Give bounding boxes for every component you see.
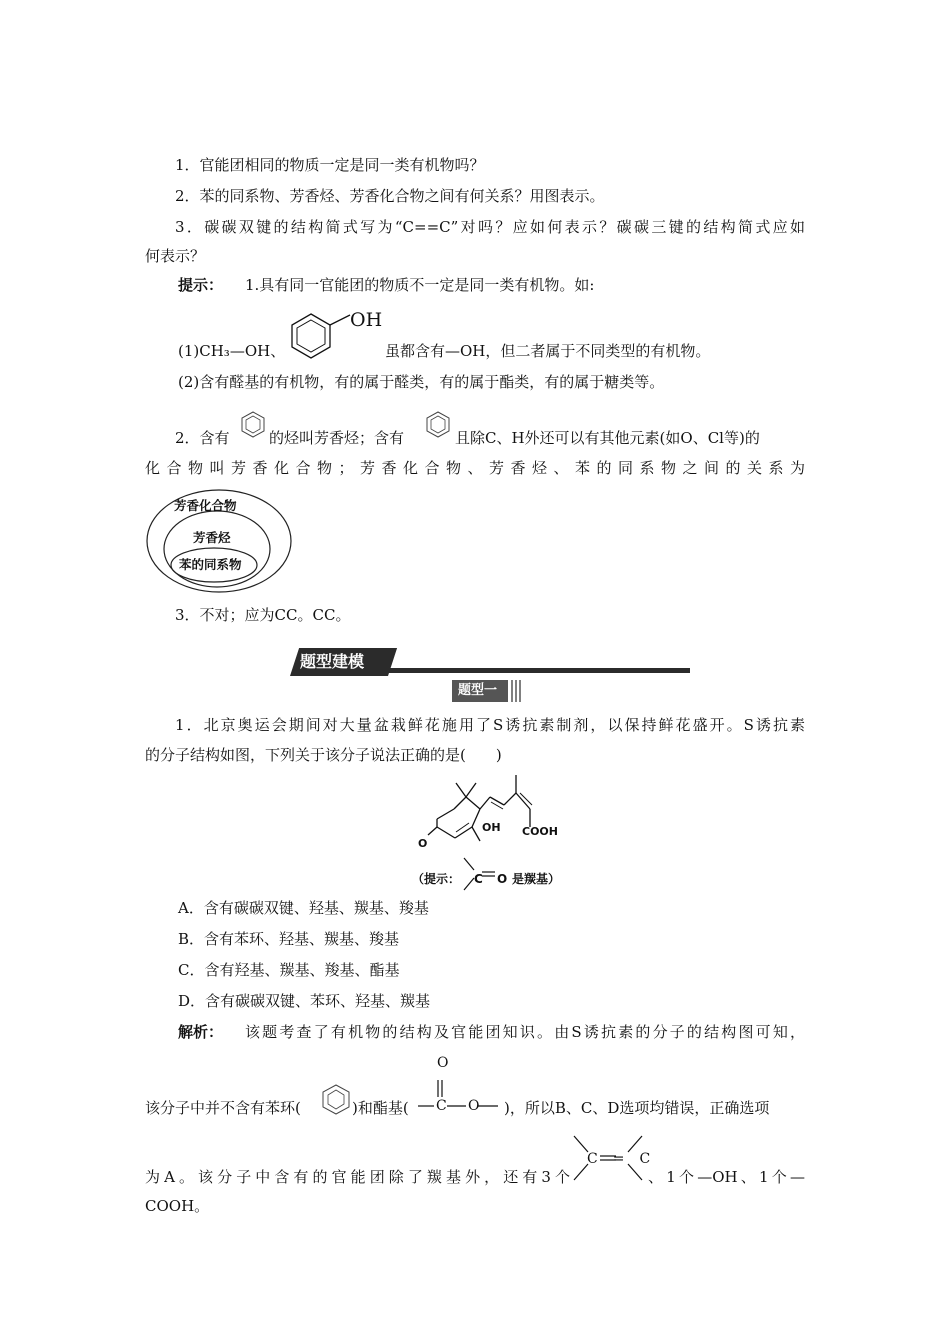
analysis-line4: COOH。 (145, 1197, 210, 1215)
hint-label: 提示： (178, 276, 224, 294)
hint-p1-intro: 1.具有同一官能团的物质不一定是同一类有机物。如: (245, 276, 595, 294)
phenol-oh-label: OH (350, 309, 383, 331)
mol-ketone-o-label: O (418, 837, 428, 850)
subsection-badge-stripes (510, 680, 524, 702)
benzene-ring-icon (320, 1083, 352, 1117)
section-banner-rule (380, 668, 690, 673)
benzene-ring-icon (239, 410, 267, 440)
analysis-line2-b: )和酯基( (352, 1099, 409, 1117)
option-c: C．含有羟基、羰基、羧基、酯基 (178, 961, 400, 979)
analysis-line2-a: 该分子中并不含有苯环( (145, 1099, 301, 1117)
venn-label-aromatic-compound: 芳香化合物 (174, 498, 237, 513)
option-b: B．含有苯环、羟基、羰基、羧基 (178, 930, 400, 948)
ester-oxygen-label: O (468, 1098, 480, 1114)
question-2: 2．苯的同系物、芳香烃、芳香化合物之间有何关系？用图表示。 (175, 187, 605, 205)
analysis-line3-b: 、1个—OH、1个— (648, 1168, 805, 1186)
hint-p2-part-c: 且除C、H外还可以有其他元素(如O、Cl等)的 (455, 429, 760, 447)
analysis-label: 解析： (178, 1023, 224, 1041)
ester-group-structure (418, 1070, 504, 1112)
option-a: A．含有碳碳双键、羟基、羰基、羧基 (178, 899, 429, 917)
venn-label-aromatic-hydrocarbon: 芳香烃 (193, 530, 231, 545)
tip-prefix: （提示： (412, 872, 461, 886)
mol-hydroxyl-label: OH (482, 821, 501, 834)
s-abscisic-acid-structure (412, 775, 572, 855)
option-d: D．含有碳碳双键、苯环、羟基、羰基 (178, 992, 431, 1010)
tip-oxygen-label: O (497, 872, 508, 886)
example-2: (2)含有醛基的有机物，有的属于醛类，有的属于酯类，有的属于糖类等。 (178, 373, 665, 391)
mol-carboxyl-label: COOH (522, 825, 558, 838)
phenol-structure (286, 306, 356, 372)
tip-suffix: 是羰基） (512, 872, 561, 886)
hint-p2-line2: 化合物叫芳香化合物；芳香化合物、芳香烃、苯的同系物之间的关系为 (145, 459, 805, 477)
benzene-ring-icon (424, 410, 452, 440)
question-3-line1: 3．碳碳双键的结构简式写为“C==C”对吗？应如何表示？碳碳三键的结构简式应如 (175, 218, 805, 236)
question-3-line2: 何表示？ (145, 247, 206, 265)
venn-label-benzene-homolog: 苯的同系物 (179, 557, 242, 572)
ester-carbon-label: C (436, 1098, 447, 1114)
problem-line1: 1．北京奥运会期间对大量盆栽鲜花施用了S诱抗素制剂，以保持鲜花盛开。S诱抗素 (175, 716, 805, 734)
example-1-left: (1)CH₃—OH、 (178, 342, 286, 360)
tip-carbon-label: C (474, 872, 483, 886)
analysis-line1: 该题考查了有机物的结构及官能团知识。由S诱抗素的分子的结构图可知， (245, 1023, 805, 1041)
ester-carbonyl-o-label: O (437, 1055, 449, 1071)
hint-p3: 3．不对；应为CC。CC。 (175, 606, 351, 624)
alkene-label: C=C (587, 1151, 666, 1167)
section-banner-title: 题型建模 (300, 652, 365, 671)
subsection-badge-label: 题型一 (458, 683, 498, 698)
analysis-line2-c: )，所以B、C、D选项均错误，正确选项 (504, 1099, 770, 1117)
question-1: 1．官能团相同的物质一定是同一类有机物吗？ (175, 156, 485, 174)
hint-p2-part-a: 2．含有 (175, 429, 230, 447)
analysis-line3-a: 为A。该分子中含有的官能团除了羰基外，还有3个 (145, 1168, 570, 1186)
example-1-right: 虽都含有—OH，但二者属于不同类型的有机物。 (385, 342, 711, 360)
hint-p2-part-b: 的烃叫芳香烃；含有 (269, 429, 405, 447)
problem-line2: 的分子结构如图，下列关于该分子说法正确的是( ) (145, 746, 502, 764)
